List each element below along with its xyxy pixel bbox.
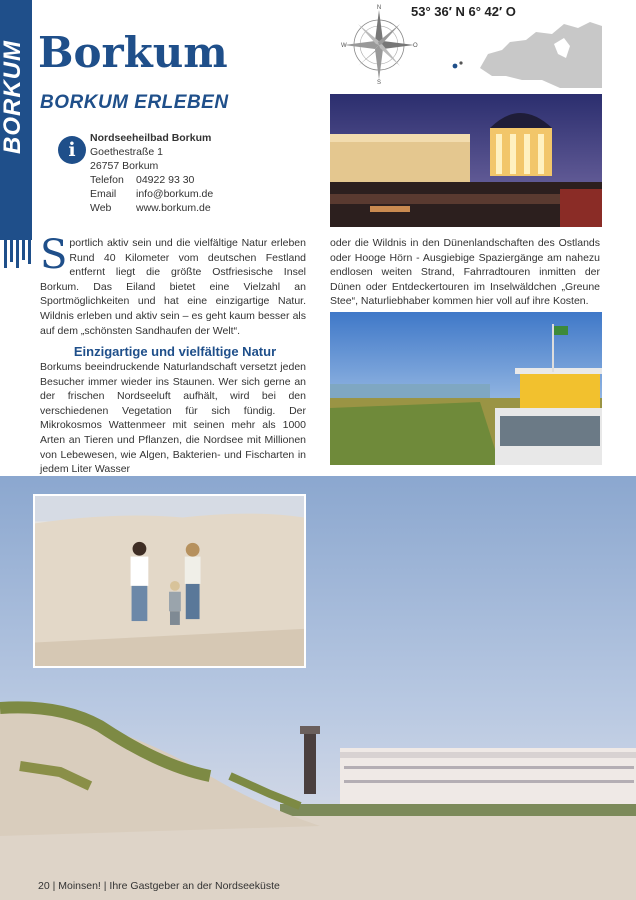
contact-web: www.borkum.de [136, 202, 211, 214]
family-photo [33, 494, 306, 668]
contact-email-label: Email [90, 188, 117, 200]
coordinates: 53° 36′ N 6° 42′ O [411, 4, 516, 19]
contact-phone: 04922 93 30 [136, 174, 195, 186]
body-paragraph: Borkums beeindruckende Naturlandschaft versetzt jeden Besucher immer wieder ins Staunen. Wer sich gerne an der frischen Nordseeluft aufhält, wird bei den verschiedenen Vegetation für sich fündig. Der Mikrokosmos Wattenmeer mit seinen mehr als 1000 Arten an Tieren und Pflanzen, die Nordsee mit Millionen von Lebewesen, wie Algen, Bakterien- und Fischarten in jedem Liter Wasser [40, 361, 306, 476]
dropcap: S [40, 232, 68, 278]
section-heading: Einzigartige und vielfältige Natur [73, 344, 277, 359]
pavilion-photo [330, 94, 602, 227]
right-paragraph: oder die Wildnis in den Dünenlandschaften des Ostlands oder Hooge Hörn - Ausgiebige Spaziergänge am nahezu endlosen weiten Strand, Fahrradtouren inmitten der Dünen oder Entdeckertouren im Inselwäldchen „Greune Stee“, Naturliebhaber kommen hier voll auf ihre Kosten. [330, 237, 600, 308]
side-decor-bars [4, 238, 40, 272]
page-footer: 20 | Moinsen! | Ihre Gastgeber an der Nordseeküste [38, 880, 280, 892]
compass-rose-icon [340, 2, 418, 84]
contact-street: Goethestraße 1 [90, 146, 163, 158]
info-icon: i [58, 136, 86, 164]
contact-city: 26757 Borkum [90, 160, 159, 172]
intro-paragraph: Sportlich aktiv sein und die vielfältige Natur erleben Rund 40 Kilometer vom deutschen Festland entfernt liegt die größte Ostfriesische Insel Borkum. Das Eiland bietet eine Vielzahl an Sportmöglichkeiten und hat eine einzigartige Natur. Wildnis erleben und aktiv sein – es geht kaum besser als auf dem „schönsten Sandhaufen der Welt“. [40, 232, 306, 337]
compass-n: N [376, 5, 382, 11]
contact-phone-label: Telefon [90, 174, 124, 186]
compass-w: W [341, 43, 347, 49]
promenade-photo [330, 312, 602, 465]
island-map [440, 18, 604, 90]
page-subtitle: BORKUM ERLEBEN [40, 92, 229, 113]
compass-e: O [413, 43, 418, 49]
contact-org: Nordseeheilbad Borkum [90, 132, 212, 144]
contact-web-label: Web [90, 202, 112, 214]
compass-s: S [376, 80, 382, 84]
contact-email: info@borkum.de [136, 188, 214, 200]
page-title: Borkum [38, 28, 228, 77]
contact-block [90, 131, 213, 215]
